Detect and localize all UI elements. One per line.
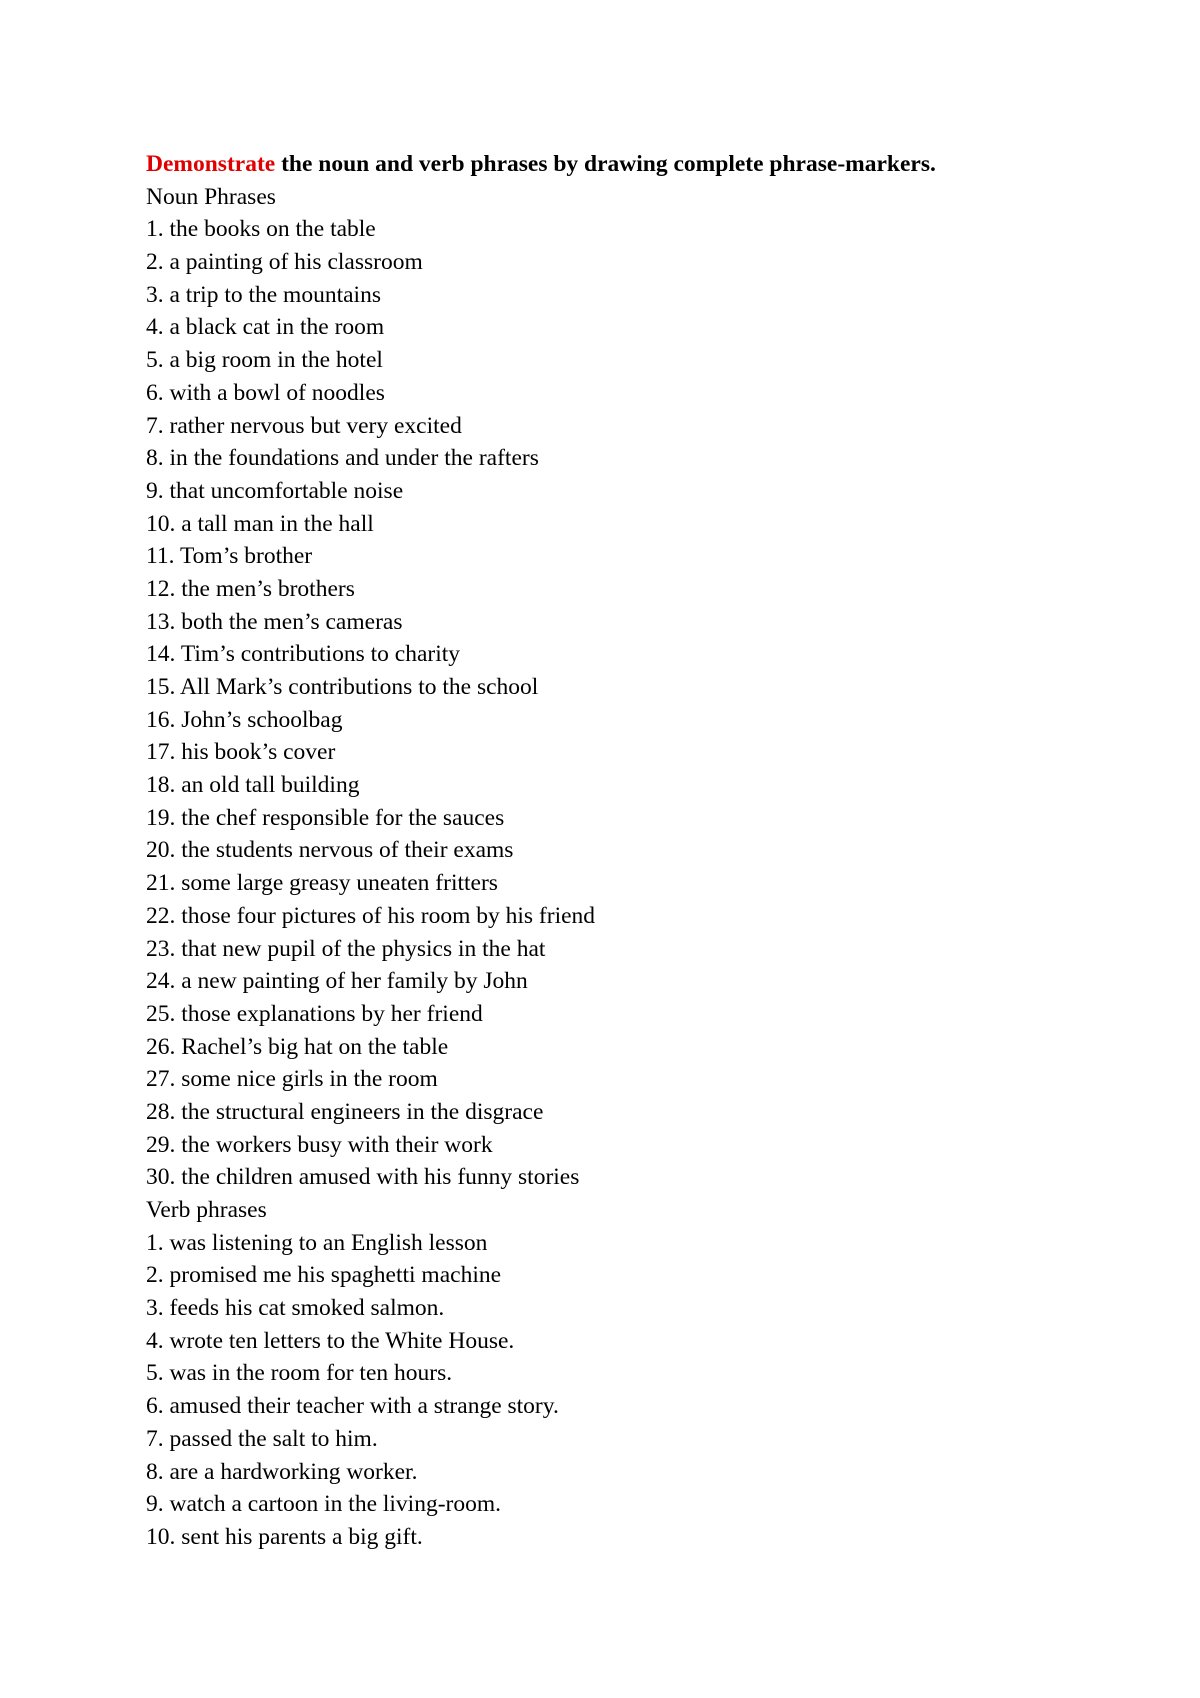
verb-phrase-item: 3. feeds his cat smoked salmon. xyxy=(146,1295,445,1322)
document-body xyxy=(146,148,1146,1554)
noun-phrase-item: 9. that uncomfortable noise xyxy=(146,477,404,504)
instruction-keyword: Demonstrate xyxy=(146,151,276,177)
noun-phrase-item: 8. in the foundations and under the rafters xyxy=(146,445,539,472)
verb-phrase-item: 9. watch a cartoon in the living-room. xyxy=(146,1491,502,1518)
noun-phrase-item: 27. some nice girls in the room xyxy=(146,1066,438,1093)
verb-phrase-item: 2. promised me his spaghetti machine xyxy=(146,1262,502,1289)
noun-phrase-item: 24. a new painting of her family by John xyxy=(146,968,528,995)
noun-phrase-item: 22. those four pictures of his room by his friend xyxy=(146,902,596,929)
noun-phrases-list xyxy=(146,213,1146,1194)
noun-phrase-item: 20. the students nervous of their exams xyxy=(146,837,514,864)
noun-phrase-item: 10. a tall man in the hall xyxy=(146,510,374,537)
verb-phrase-item: 8. are a hardworking worker. xyxy=(146,1458,418,1485)
noun-phrase-item: 18. an old tall building xyxy=(146,772,360,799)
noun-phrase-item: 7. rather nervous but very excited xyxy=(146,412,462,439)
noun-phrases-heading: Noun Phrases xyxy=(146,183,276,210)
noun-phrase-item: 6. with a bowl of noodles xyxy=(146,379,385,406)
noun-phrase-item: 11. Tom’s brother xyxy=(146,543,313,570)
verb-phrase-item: 10. sent his parents a big gift. xyxy=(146,1523,423,1550)
noun-phrase-item: 16. John’s schoolbag xyxy=(146,706,343,733)
noun-phrase-item: 12. the men’s brothers xyxy=(146,575,355,602)
noun-phrase-item: 15. All Mark’s contributions to the school xyxy=(146,674,539,700)
noun-phrase-item: 3. a trip to the mountains xyxy=(146,281,381,308)
verb-phrases-list xyxy=(146,1227,1146,1554)
exercise-instruction xyxy=(146,148,1146,181)
noun-phrase-item: 14. Tim’s contributions to charity xyxy=(146,641,461,668)
noun-phrase-item: 5. a big room in the hotel xyxy=(146,347,383,374)
noun-phrase-item: 1. the books on the table xyxy=(146,216,376,243)
noun-phrase-item: 30. the children amused with his funny stories xyxy=(146,1164,580,1191)
verb-phrase-item: 5. was in the room for ten hours. xyxy=(146,1360,453,1387)
noun-phrase-item: 17. his book’s cover xyxy=(146,739,336,766)
noun-phrase-item: 13. both the men’s cameras xyxy=(146,608,403,635)
instruction-text: the noun and verb phrases by drawing complete phrase-markers. xyxy=(275,151,936,177)
noun-phrase-item: 21. some large greasy uneaten fritters xyxy=(146,870,498,897)
verb-phrase-item: 6. amused their teacher with a strange story. xyxy=(146,1393,559,1420)
noun-phrase-item: 4. a black cat in the room xyxy=(146,314,385,341)
noun-phrase-item: 28. the structural engineers in the disgrace xyxy=(146,1098,544,1125)
noun-phrase-item: 23. that new pupil of the physics in the hat xyxy=(146,935,546,962)
verb-phrase-item: 1. was listening to an English lesson xyxy=(146,1229,488,1256)
noun-phrase-item: 26. Rachel’s big hat on the table xyxy=(146,1033,449,1060)
verb-phrase-item: 7. passed the salt to him. xyxy=(146,1425,378,1452)
noun-phrase-item: 25. those explanations by her friend xyxy=(146,1000,483,1027)
verb-phrase-item: 4. wrote ten letters to the White House. xyxy=(146,1327,515,1354)
noun-phrase-item: 19. the chef responsible for the sauces xyxy=(146,804,505,831)
noun-phrase-item: 29. the workers busy with their work xyxy=(146,1131,493,1158)
verb-phrases-heading: Verb phrases xyxy=(146,1197,267,1223)
noun-phrase-item: 2. a painting of his classroom xyxy=(146,249,423,276)
